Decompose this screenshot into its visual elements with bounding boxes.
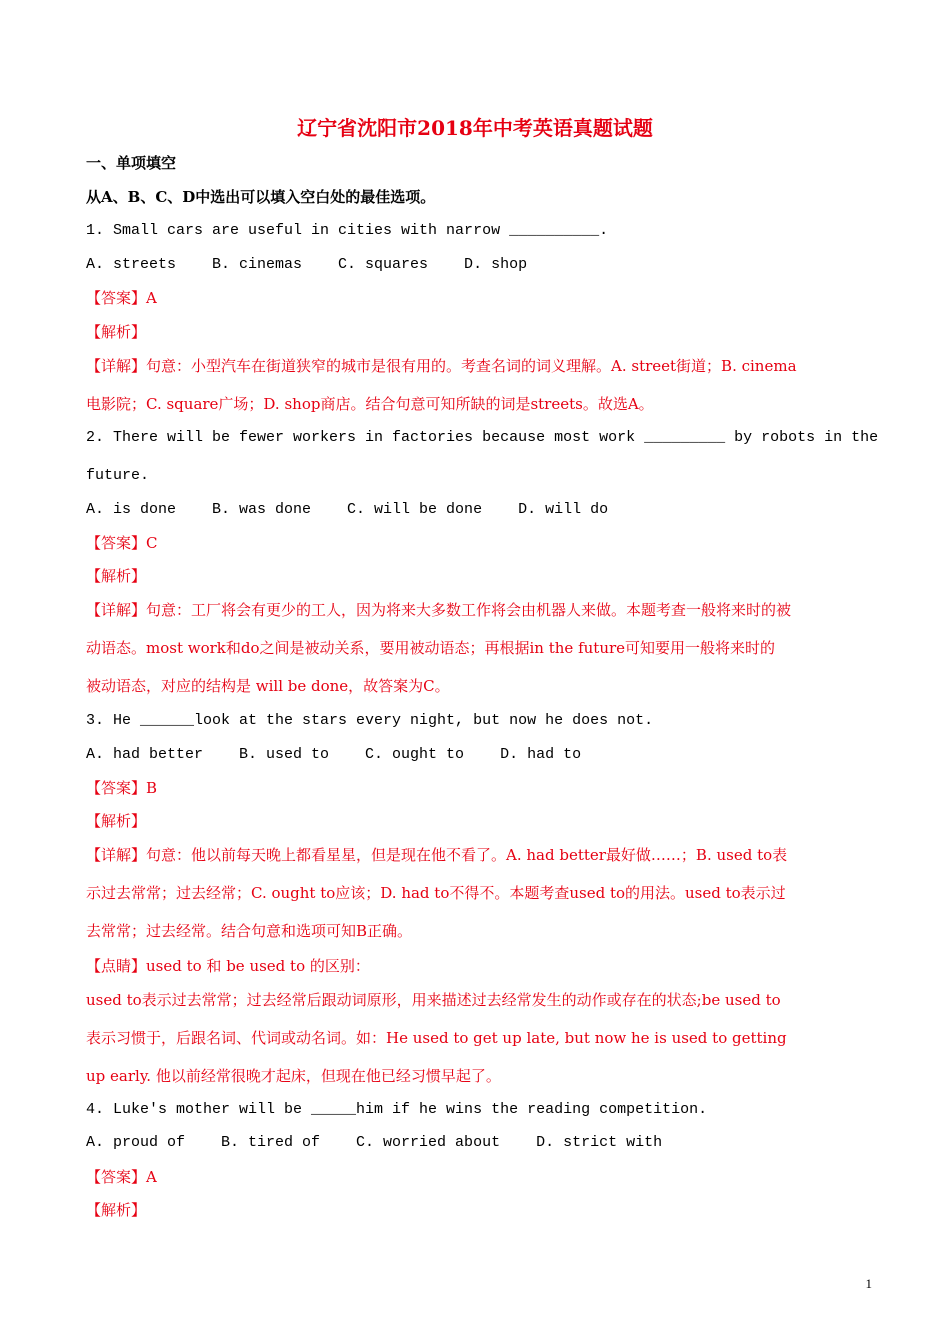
question-2-analysis-label: 【解析】 — [86, 567, 147, 585]
answer-label: 【答案】 — [86, 779, 147, 797]
question-2-stem: 2. There will be fewer workers in factories because most work _________ by robots in the — [86, 429, 879, 446]
question-1-detail-line: 【详解】句意：小型汽车在街道狭窄的城市是很有用的。考查名词的词义理解。A. street街道；B. cinema — [86, 357, 797, 375]
question-2-detail-line: 被动语态，对应的结构是 will be done，故答案为C。 — [86, 677, 450, 695]
question-3-stem: 3. He ______look at the stars every night, but now he does not. — [86, 712, 654, 729]
question-3-answer — [86, 778, 876, 798]
page-title: 辽宁省沈阳市2018年中考英语真题试题 — [297, 116, 653, 140]
question-2-options: A. is done B. was done C. will be done D. will do — [86, 501, 609, 518]
question-2-stem-cont: future. — [86, 467, 150, 484]
question-1-answer — [86, 288, 876, 308]
question-3-analysis-label: 【解析】 — [86, 812, 147, 830]
question-2-detail-line: 【详解】句意：工厂将会有更少的工人，因为将来大多数工作将会由机器人来做。本题考查一般将来时的被 — [86, 601, 792, 619]
question-3-options: A. had better B. used to C. ought to D. had to — [86, 746, 582, 763]
question-1-detail-line: 电影院；C. square广场；D. shop商店。结合句意可知所缺的词是streets。故选A。 — [86, 395, 654, 413]
answer-value: B — [146, 779, 158, 797]
answer-value: A — [146, 289, 157, 307]
answer-label: 【答案】 — [86, 534, 147, 552]
page-number: 1 — [865, 1276, 872, 1291]
question-1-analysis-label: 【解析】 — [86, 323, 147, 341]
question-4-options: A. proud of B. tired of C. worried about D. strict with — [86, 1134, 663, 1151]
answer-value: C — [146, 534, 158, 552]
answer-value: A — [146, 1168, 157, 1186]
question-2-detail-line: 动语态。most work和do之间是被动关系，要用被动语态；再根据in the future可知要用一般将来时的 — [86, 639, 776, 657]
question-4-answer — [86, 1167, 876, 1187]
question-1-stem: 1. Small cars are useful in cities with narrow __________. — [86, 222, 609, 239]
question-3-tip-line: used to表示过去常常；过去经常后跟动词原形，用来描述过去经常发生的动作或存在的状态;be used to — [86, 991, 781, 1009]
section-heading: 一、单项填空 — [86, 154, 177, 172]
question-4-analysis-label: 【解析】 — [86, 1201, 147, 1219]
question-3-detail-line: 去常常；过去经常。结合句意和选项可知B正确。 — [86, 922, 413, 940]
question-3-tip-line: up early. 他以前经常很晚才起床，但现在他已经习惯早起了。 — [86, 1067, 501, 1085]
question-2-answer — [86, 533, 876, 553]
answer-label: 【答案】 — [86, 1168, 147, 1186]
question-3-tip-line: 【点睛】used to 和 be used to 的区别： — [86, 957, 370, 975]
answer-label: 【答案】 — [86, 289, 147, 307]
question-3-tip-line: 表示习惯于，后跟名词、代词或动名词。如：He used to get up late, but now he is used to getting — [86, 1029, 787, 1047]
question-4-stem: 4. Luke's mother will be _____him if he wins the reading competition. — [86, 1101, 708, 1118]
question-3-detail-line: 示过去常常；过去经常；C. ought to应该；D. had to不得不。本题考查used to的用法。used to表示过 — [86, 884, 786, 902]
question-3-detail-line: 【详解】句意：他以前每天晚上都看星星，但是现在他不看了。A. had better最好做……；B. used to表 — [86, 846, 788, 864]
question-1-options: A. streets B. cinemas C. squares D. shop — [86, 256, 528, 273]
instruction: 从A、B、C、D中选出可以填入空白处的最佳选项。 — [86, 188, 436, 206]
